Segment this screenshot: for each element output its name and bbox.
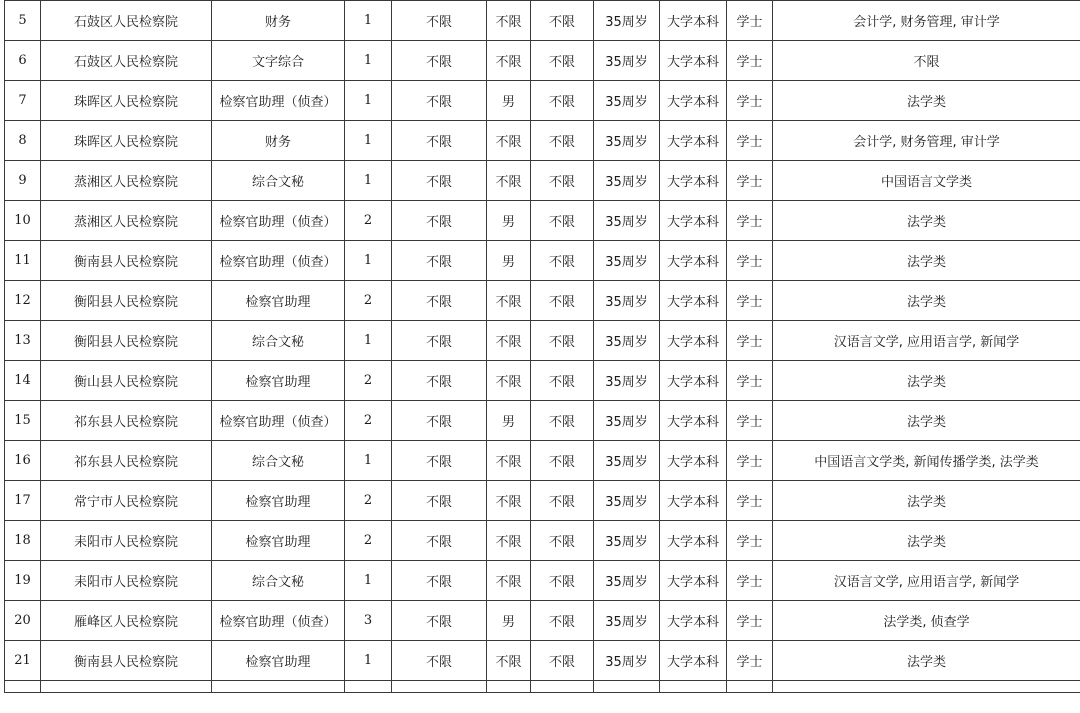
cell-education: 大学本科	[660, 361, 727, 401]
cell-empty	[41, 681, 212, 693]
cell-age: 35周岁	[594, 1, 660, 41]
cell-unit: 衡阳县人民检察院	[41, 321, 212, 361]
cell-gender: 男	[487, 201, 531, 241]
cell-unit: 祁东县人民检察院	[41, 441, 212, 481]
cell-no: 21	[5, 641, 41, 681]
cell-col5: 不限	[392, 521, 487, 561]
cell-gender: 不限	[487, 521, 531, 561]
cell-major: 法学类	[773, 281, 1080, 321]
cell-unit: 衡南县人民检察院	[41, 641, 212, 681]
cell-no: 16	[5, 441, 41, 481]
table-row	[5, 1, 1080, 41]
cell-gender: 不限	[487, 41, 531, 81]
cell-count: 1	[345, 641, 392, 681]
cell-count: 1	[345, 161, 392, 201]
cell-age: 35周岁	[594, 601, 660, 641]
cell-gender: 不限	[487, 1, 531, 41]
cell-age: 35周岁	[594, 201, 660, 241]
cell-count: 2	[345, 481, 392, 521]
cell-unit: 珠晖区人民检察院	[41, 121, 212, 161]
cell-col5: 不限	[392, 481, 487, 521]
cell-education: 大学本科	[660, 601, 727, 641]
cell-education: 大学本科	[660, 641, 727, 681]
cell-col5: 不限	[392, 161, 487, 201]
table-row	[5, 401, 1080, 441]
cell-count: 1	[345, 121, 392, 161]
cell-position: 文字综合	[212, 41, 345, 81]
table-row-partial	[5, 681, 1080, 693]
cell-degree: 学士	[727, 441, 773, 481]
cell-position: 综合文秘	[212, 441, 345, 481]
cell-position: 检察官助理（侦查）	[212, 601, 345, 641]
cell-col7: 不限	[531, 641, 594, 681]
cell-no: 10	[5, 201, 41, 241]
cell-count: 2	[345, 521, 392, 561]
table-row	[5, 281, 1080, 321]
cell-education: 大学本科	[660, 481, 727, 521]
cell-major: 中国语言文学类, 新闻传播学类, 法学类	[773, 441, 1080, 481]
cell-count: 2	[345, 401, 392, 441]
cell-education: 大学本科	[660, 201, 727, 241]
cell-degree: 学士	[727, 601, 773, 641]
table-row	[5, 321, 1080, 361]
cell-col7: 不限	[531, 41, 594, 81]
cell-empty	[212, 681, 345, 693]
cell-gender: 不限	[487, 561, 531, 601]
table-row	[5, 201, 1080, 241]
cell-count: 1	[345, 561, 392, 601]
cell-age: 35周岁	[594, 561, 660, 601]
cell-no: 9	[5, 161, 41, 201]
cell-position: 综合文秘	[212, 161, 345, 201]
table-row	[5, 241, 1080, 281]
cell-col5: 不限	[392, 321, 487, 361]
cell-count: 1	[345, 441, 392, 481]
cell-major: 法学类	[773, 361, 1080, 401]
cell-position: 财务	[212, 121, 345, 161]
cell-unit: 石鼓区人民检察院	[41, 1, 212, 41]
cell-major: 不限	[773, 41, 1080, 81]
cell-major: 汉语言文学, 应用语言学, 新闻学	[773, 321, 1080, 361]
cell-age: 35周岁	[594, 521, 660, 561]
cell-gender: 不限	[487, 281, 531, 321]
table-row	[5, 481, 1080, 521]
cell-major: 法学类	[773, 201, 1080, 241]
cell-col7: 不限	[531, 201, 594, 241]
cell-degree: 学士	[727, 521, 773, 561]
cell-empty	[487, 681, 531, 693]
cell-col7: 不限	[531, 561, 594, 601]
cell-col7: 不限	[531, 241, 594, 281]
cell-empty	[392, 681, 487, 693]
cell-age: 35周岁	[594, 481, 660, 521]
cell-unit: 常宁市人民检察院	[41, 481, 212, 521]
cell-col7: 不限	[531, 401, 594, 441]
table-row	[5, 641, 1080, 681]
cell-age: 35周岁	[594, 121, 660, 161]
cell-education: 大学本科	[660, 521, 727, 561]
cell-col7: 不限	[531, 321, 594, 361]
cell-education: 大学本科	[660, 241, 727, 281]
cell-empty	[345, 681, 392, 693]
cell-col5: 不限	[392, 121, 487, 161]
cell-col5: 不限	[392, 201, 487, 241]
cell-col7: 不限	[531, 1, 594, 41]
cell-position: 财务	[212, 1, 345, 41]
cell-col7: 不限	[531, 601, 594, 641]
cell-major: 汉语言文学, 应用语言学, 新闻学	[773, 561, 1080, 601]
cell-position: 检察官助理（侦查）	[212, 201, 345, 241]
cell-count: 2	[345, 281, 392, 321]
cell-count: 1	[345, 241, 392, 281]
cell-col7: 不限	[531, 521, 594, 561]
cell-count: 1	[345, 81, 392, 121]
cell-degree: 学士	[727, 241, 773, 281]
cell-major: 法学类	[773, 641, 1080, 681]
cell-education: 大学本科	[660, 161, 727, 201]
cell-position: 检察官助理	[212, 481, 345, 521]
cell-no: 5	[5, 1, 41, 41]
cell-col5: 不限	[392, 441, 487, 481]
cell-degree: 学士	[727, 361, 773, 401]
cell-col7: 不限	[531, 161, 594, 201]
cell-no: 12	[5, 281, 41, 321]
cell-degree: 学士	[727, 121, 773, 161]
cell-education: 大学本科	[660, 81, 727, 121]
cell-position: 检察官助理	[212, 361, 345, 401]
cell-empty	[531, 681, 594, 693]
cell-unit: 石鼓区人民检察院	[41, 41, 212, 81]
cell-count: 2	[345, 361, 392, 401]
cell-col7: 不限	[531, 441, 594, 481]
cell-unit: 珠晖区人民检察院	[41, 81, 212, 121]
table-row	[5, 361, 1080, 401]
cell-position: 综合文秘	[212, 321, 345, 361]
cell-no: 18	[5, 521, 41, 561]
table-row	[5, 161, 1080, 201]
cell-age: 35周岁	[594, 441, 660, 481]
cell-gender: 不限	[487, 481, 531, 521]
cell-gender: 男	[487, 601, 531, 641]
cell-no: 19	[5, 561, 41, 601]
cell-major: 中国语言文学类	[773, 161, 1080, 201]
cell-degree: 学士	[727, 481, 773, 521]
cell-col7: 不限	[531, 121, 594, 161]
cell-degree: 学士	[727, 201, 773, 241]
cell-col5: 不限	[392, 561, 487, 601]
cell-education: 大学本科	[660, 441, 727, 481]
cell-position: 检察官助理	[212, 641, 345, 681]
cell-empty	[660, 681, 727, 693]
cell-col7: 不限	[531, 281, 594, 321]
cell-col5: 不限	[392, 401, 487, 441]
cell-no: 8	[5, 121, 41, 161]
cell-education: 大学本科	[660, 401, 727, 441]
table-body	[5, 1, 1080, 693]
cell-col7: 不限	[531, 481, 594, 521]
cell-degree: 学士	[727, 321, 773, 361]
cell-age: 35周岁	[594, 281, 660, 321]
cell-no: 15	[5, 401, 41, 441]
cell-age: 35周岁	[594, 641, 660, 681]
cell-no: 17	[5, 481, 41, 521]
cell-position: 检察官助理	[212, 281, 345, 321]
cell-no: 6	[5, 41, 41, 81]
cell-major: 会计学, 财务管理, 审计学	[773, 1, 1080, 41]
cell-gender: 不限	[487, 441, 531, 481]
cell-age: 35周岁	[594, 81, 660, 121]
table-row	[5, 601, 1080, 641]
cell-major: 法学类	[773, 81, 1080, 121]
cell-empty	[5, 681, 41, 693]
cell-col7: 不限	[531, 81, 594, 121]
cell-age: 35周岁	[594, 321, 660, 361]
cell-col5: 不限	[392, 361, 487, 401]
cell-count: 1	[345, 41, 392, 81]
cell-major: 法学类	[773, 481, 1080, 521]
cell-unit: 雁峰区人民检察院	[41, 601, 212, 641]
cell-age: 35周岁	[594, 401, 660, 441]
cell-major: 法学类, 侦查学	[773, 601, 1080, 641]
cell-major: 法学类	[773, 241, 1080, 281]
cell-col7: 不限	[531, 361, 594, 401]
cell-degree: 学士	[727, 401, 773, 441]
cell-count: 1	[345, 321, 392, 361]
cell-degree: 学士	[727, 281, 773, 321]
cell-gender: 不限	[487, 161, 531, 201]
cell-age: 35周岁	[594, 41, 660, 81]
cell-col5: 不限	[392, 41, 487, 81]
cell-gender: 不限	[487, 361, 531, 401]
cell-no: 14	[5, 361, 41, 401]
cell-degree: 学士	[727, 561, 773, 601]
cell-col5: 不限	[392, 641, 487, 681]
cell-unit: 蒸湘区人民检察院	[41, 201, 212, 241]
table-row	[5, 81, 1080, 121]
cell-unit: 祁东县人民检察院	[41, 401, 212, 441]
cell-degree: 学士	[727, 41, 773, 81]
cell-position: 检察官助理（侦查）	[212, 401, 345, 441]
cell-gender: 不限	[487, 121, 531, 161]
cell-gender: 不限	[487, 321, 531, 361]
cell-education: 大学本科	[660, 281, 727, 321]
cell-position: 检察官助理	[212, 521, 345, 561]
cell-major: 法学类	[773, 401, 1080, 441]
cell-education: 大学本科	[660, 41, 727, 81]
cell-age: 35周岁	[594, 161, 660, 201]
cell-position: 检察官助理（侦查）	[212, 81, 345, 121]
cell-degree: 学士	[727, 161, 773, 201]
cell-degree: 学士	[727, 81, 773, 121]
cell-unit: 衡阳县人民检察院	[41, 281, 212, 321]
table-row	[5, 521, 1080, 561]
cell-position: 检察官助理（侦查）	[212, 241, 345, 281]
cell-gender: 男	[487, 241, 531, 281]
table-row	[5, 41, 1080, 81]
cell-no: 7	[5, 81, 41, 121]
table-row	[5, 561, 1080, 601]
cell-col5: 不限	[392, 601, 487, 641]
cell-col5: 不限	[392, 1, 487, 41]
cell-empty	[773, 681, 1080, 693]
cell-count: 3	[345, 601, 392, 641]
cell-position: 综合文秘	[212, 561, 345, 601]
cell-unit: 耒阳市人民检察院	[41, 561, 212, 601]
cell-unit: 耒阳市人民检察院	[41, 521, 212, 561]
cell-col5: 不限	[392, 241, 487, 281]
cell-education: 大学本科	[660, 121, 727, 161]
cell-unit: 衡南县人民检察院	[41, 241, 212, 281]
cell-age: 35周岁	[594, 241, 660, 281]
recruitment-table	[4, 0, 1080, 693]
cell-unit: 衡山县人民检察院	[41, 361, 212, 401]
cell-degree: 学士	[727, 641, 773, 681]
cell-no: 20	[5, 601, 41, 641]
cell-count: 1	[345, 1, 392, 41]
cell-education: 大学本科	[660, 1, 727, 41]
cell-no: 11	[5, 241, 41, 281]
cell-major: 会计学, 财务管理, 审计学	[773, 121, 1080, 161]
table-row	[5, 441, 1080, 481]
cell-unit: 蒸湘区人民检察院	[41, 161, 212, 201]
cell-empty	[727, 681, 773, 693]
cell-gender: 不限	[487, 641, 531, 681]
cell-no: 13	[5, 321, 41, 361]
cell-degree: 学士	[727, 1, 773, 41]
cell-col5: 不限	[392, 281, 487, 321]
table-row	[5, 121, 1080, 161]
cell-col5: 不限	[392, 81, 487, 121]
cell-gender: 男	[487, 401, 531, 441]
cell-age: 35周岁	[594, 361, 660, 401]
cell-count: 2	[345, 201, 392, 241]
cell-education: 大学本科	[660, 561, 727, 601]
cell-empty	[594, 681, 660, 693]
cell-gender: 男	[487, 81, 531, 121]
cell-major: 法学类	[773, 521, 1080, 561]
cell-education: 大学本科	[660, 321, 727, 361]
